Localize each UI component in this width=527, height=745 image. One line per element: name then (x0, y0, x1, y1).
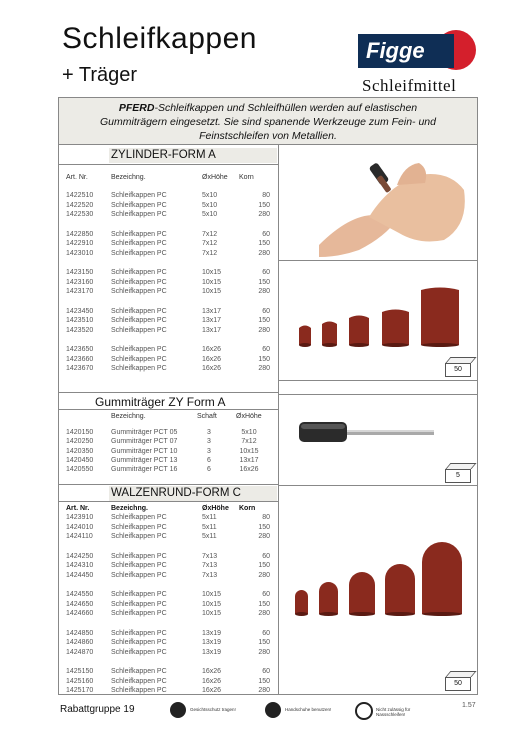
table-cell: 1422510 (66, 192, 94, 199)
table-cell: 5x11 (202, 523, 217, 531)
table-cell: 1423520 (66, 326, 94, 334)
table-cell: 1424250 (66, 552, 94, 560)
table-cell: 280 (258, 288, 270, 295)
table-cell: Schleifkappen PC (111, 591, 167, 598)
table-cell: 60 (262, 591, 270, 598)
table-cell: 16x26 (202, 687, 222, 694)
col-header-dim: ØxHöhe (202, 174, 228, 181)
table-cell: 1424450 (66, 571, 94, 579)
table-row (59, 202, 278, 212)
table-cell: Schleifkappen PC (111, 677, 167, 685)
table-cell: Schleifkappen PC (111, 523, 167, 531)
table-cell: 280 (258, 249, 270, 257)
table-row (59, 610, 278, 620)
table-cell: Gummiträger PCT 07 (111, 438, 178, 446)
table-row (59, 572, 278, 582)
table-row (59, 678, 278, 688)
table-cell: Schleifkappen PC (111, 307, 167, 315)
table-row (59, 269, 278, 279)
table-cell: 13x19 (202, 629, 222, 637)
page-number: 1.57 (462, 702, 476, 709)
table-cell: 10x15 (202, 610, 222, 617)
table-cell: 80 (262, 514, 270, 521)
table-cell: Schleifkappen PC (111, 317, 167, 324)
table-cell: Gummiträger PCT 13 (111, 456, 178, 464)
col-header-dim: ØxHöhe (236, 413, 262, 420)
table-row (59, 288, 278, 298)
table-row (59, 240, 278, 250)
table-cell: 1422520 (66, 201, 94, 209)
zylinder-section-title: ZYLINDER-FORM A (109, 148, 277, 163)
table-cell: Schleifkappen PC (111, 514, 167, 521)
footer-icon-label: Nicht zulässig für Nassschleifen! (376, 707, 411, 717)
table-cell: 1425170 (66, 687, 94, 694)
logo-wordmark: Figge (358, 34, 454, 68)
col-header-art: Art. Nr. (66, 174, 88, 181)
table-cell: 1425150 (66, 668, 94, 675)
gummi-section-title: Gummiträger ZY Form A (59, 392, 278, 410)
table-cell: Schleifkappen PC (111, 278, 167, 286)
table-cell: Schleifkappen PC (111, 288, 167, 295)
abrasive-cap-icon (299, 326, 311, 346)
abrasive-cap-icon (422, 542, 462, 614)
table-cell: Schleifkappen PC (111, 249, 167, 257)
table-cell: Schleifkappen PC (111, 552, 167, 560)
table-row (59, 365, 278, 375)
table-cell: Schleifkappen PC (111, 240, 167, 247)
table-row (59, 553, 278, 563)
cap-base (295, 612, 308, 616)
table-cell: 16x26 (202, 355, 222, 363)
table-cell: 150 (258, 562, 270, 569)
footer-icon-label: Handschuhe benutzen! (285, 707, 332, 712)
table-cell: Schleifkappen PC (111, 346, 167, 353)
table-cell: 280 (258, 365, 270, 372)
table-cell: 1420550 (66, 466, 94, 474)
table-cell: 5x10 (202, 192, 218, 199)
abrasive-cap-icon (421, 288, 459, 346)
table-cell: 16x26 (202, 668, 222, 675)
table-cell: 60 (262, 230, 270, 238)
table-cell: Gummiträger PCT 10 (111, 447, 178, 455)
table-cell: 150 (258, 639, 270, 646)
figge-logo (358, 30, 475, 70)
section-divider (59, 484, 278, 485)
table-cell: 280 (258, 211, 270, 218)
table-row (59, 533, 278, 543)
table-row (59, 687, 278, 697)
table-cell: 280 (258, 326, 270, 334)
table-cell: 1425160 (66, 677, 94, 685)
table-cell: 150 (258, 317, 270, 324)
table-cell: 7x12 (202, 230, 218, 238)
table-cell: 10x15 (202, 288, 222, 295)
abrasive-cap-icon (349, 572, 375, 614)
table-cell: 7x12 (241, 438, 257, 446)
table-row (59, 668, 278, 678)
section-divider (59, 501, 278, 502)
walzen-caps-icon (279, 484, 477, 694)
table-cell: 280 (258, 533, 270, 540)
hand-photo (279, 145, 477, 261)
table-cell: 60 (262, 629, 270, 637)
cap-base (319, 612, 338, 616)
cap-base (422, 612, 462, 616)
abrasive-cap-icon (295, 590, 308, 614)
table-row (59, 524, 278, 534)
table-cell: Gummiträger PCT 05 (111, 429, 178, 436)
col-header-dim: ØxHöhe (202, 505, 229, 512)
table-cell: 16x26 (239, 466, 259, 474)
table-cell: 10x15 (202, 591, 222, 598)
table-cell: Schleifkappen PC (111, 571, 167, 579)
table-cell: 1423650 (66, 346, 94, 353)
cap-base (382, 343, 409, 347)
table-cell: 10x15 (239, 447, 259, 455)
table-cell: 10x15 (202, 600, 222, 608)
table-cell: 280 (258, 571, 270, 579)
col-header-bez: Bezeichng. (111, 413, 146, 420)
hand-holding-cap-icon (279, 145, 477, 260)
table-cell: 1423160 (66, 278, 94, 286)
table-cell: 60 (262, 346, 270, 353)
table-cell: 1423510 (66, 317, 94, 324)
discount-group: Rabattgruppe 19 (60, 704, 135, 715)
table-cell: Schleifkappen PC (111, 211, 167, 218)
abrasive-cap-icon (319, 582, 338, 614)
table-row (59, 308, 278, 318)
table-cell: Gummiträger PCT 16 (111, 466, 178, 474)
table-cell: 10x15 (202, 269, 222, 276)
table-cell: 1424660 (66, 610, 94, 617)
table-row (59, 591, 278, 601)
table-cell: 1424860 (66, 639, 94, 646)
table-cell: 10x15 (202, 278, 222, 286)
table-cell: 13x19 (202, 639, 222, 646)
table-cell: 1424870 (66, 648, 94, 656)
table-cell: 1424110 (66, 533, 93, 540)
intro-line1: -Schleifkappen und Schleifhüllen werden auf elastischen (154, 102, 418, 114)
table-cell: 280 (258, 648, 270, 656)
table-cell: Schleifkappen PC (111, 365, 167, 372)
table-row (59, 231, 278, 241)
table-cell: 1420250 (66, 438, 94, 446)
pack-qty-badge: 50 (445, 677, 471, 691)
table-cell: 3 (207, 438, 211, 446)
table-cell: 280 (258, 610, 270, 617)
table-cell: Schleifkappen PC (111, 687, 167, 694)
abrasive-cap-icon (385, 564, 415, 614)
walzen-section-title: WALZENRUND-FORM C (109, 486, 277, 501)
gloves-icon (265, 702, 281, 718)
cap-base (349, 612, 375, 616)
product-frame (58, 97, 478, 695)
table-cell: Schleifkappen PC (111, 668, 167, 675)
intro-brand: PFERD (118, 102, 155, 114)
intro-line2: Gummiträgern eingesetzt. Sie sind spanende Werkzeuge zum Fein- und (100, 116, 436, 128)
pack-qty-badge: 50 (445, 363, 471, 377)
table-cell: 150 (258, 677, 270, 685)
table-cell: 1424650 (66, 600, 94, 608)
table-cell: 16x26 (202, 677, 222, 685)
cap-base (385, 612, 415, 616)
table-row (59, 250, 278, 260)
table-cell: 13x19 (202, 648, 222, 656)
table-cell: 13x17 (202, 317, 222, 324)
table-cell: Schleifkappen PC (111, 562, 167, 569)
table-cell: 1424550 (66, 591, 94, 598)
table-cell: Schleifkappen PC (111, 533, 167, 540)
cap-base (322, 343, 337, 347)
section-divider (59, 164, 278, 165)
abrasive-cap-icon (349, 316, 369, 346)
col-header-art: Art. Nr. (66, 505, 90, 512)
cap-base (349, 343, 369, 347)
table-cell: 1423170 (66, 288, 94, 295)
table-cell: 150 (258, 278, 270, 286)
table-row (59, 466, 278, 476)
table-cell: 1422910 (66, 240, 94, 247)
table-cell: Schleifkappen PC (111, 201, 167, 209)
table-cell: Schleifkappen PC (111, 600, 167, 608)
walzen-caps-photo (279, 484, 477, 694)
zylinder-caps-photo (279, 260, 477, 381)
pack-qty-badge: 5 (445, 469, 471, 483)
table-cell: Schleifkappen PC (111, 192, 167, 199)
face-protection-icon (170, 702, 186, 718)
col-header-bez: Bezeichng. (111, 174, 146, 181)
table-cell: 1423150 (66, 269, 94, 276)
table-cell: 150 (258, 600, 270, 608)
table-row (59, 630, 278, 640)
cap-base (421, 343, 459, 347)
table-row (59, 562, 278, 572)
table-cell: 5x10 (202, 201, 218, 209)
table-row (59, 192, 278, 202)
table-cell: 150 (258, 240, 270, 247)
table-cell: Schleifkappen PC (111, 230, 167, 238)
table-cell: 1422530 (66, 211, 94, 218)
table-row (59, 639, 278, 649)
table-cell: 1420350 (66, 447, 94, 455)
table-cell: 13x17 (239, 456, 259, 464)
table-cell: Schleifkappen PC (111, 639, 167, 646)
table-cell: 7x13 (202, 562, 218, 569)
table-cell: 1423450 (66, 307, 94, 315)
table-cell: 1423660 (66, 355, 94, 363)
no-wet-grinding-icon (355, 702, 373, 720)
table-row (59, 317, 278, 327)
col-header-korn: Korn (239, 174, 254, 181)
table-cell: Schleifkappen PC (111, 629, 167, 637)
table-cell: 1420450 (66, 456, 94, 464)
table-cell: 1424310 (66, 562, 94, 569)
table-cell: 150 (258, 523, 270, 531)
logo-caption: Schleifmittel (362, 76, 457, 95)
table-cell: 60 (262, 668, 270, 675)
abrasive-cap-icon (382, 310, 409, 346)
table-row (59, 601, 278, 611)
cap-base (299, 343, 311, 347)
table-cell: 3 (207, 429, 211, 436)
table-cell: 16x26 (202, 365, 222, 372)
table-row (59, 514, 278, 524)
gummi-carrier-photo (279, 394, 477, 486)
table-cell: 1424850 (66, 629, 94, 637)
table-cell: 1423010 (66, 249, 94, 257)
table-cell: 7x12 (202, 249, 218, 257)
table-cell: 1422850 (66, 230, 94, 238)
table-cell: 5x11 (202, 533, 217, 540)
table-row (59, 649, 278, 659)
table-cell: 7x12 (202, 240, 218, 247)
table-cell: 150 (258, 201, 270, 209)
col-header-korn: Korn (239, 505, 256, 512)
table-row (59, 279, 278, 289)
table-cell: 1424010 (66, 523, 94, 531)
table-cell: 6 (207, 466, 211, 474)
table-row (59, 356, 278, 366)
table-cell: 16x26 (202, 346, 222, 353)
table-cell: 3 (207, 447, 211, 455)
intro-line3: Feinstschleifen von Metallien. (199, 130, 337, 142)
table-cell: Schleifkappen PC (111, 269, 167, 276)
table-cell: 80 (262, 192, 270, 199)
table-cell: 7x13 (202, 571, 218, 579)
table-cell: 5x11 (202, 514, 217, 521)
abrasive-cap-icon (322, 322, 337, 346)
table-cell: 13x17 (202, 326, 222, 334)
table-cell: 60 (262, 269, 270, 276)
table-row (59, 211, 278, 221)
table-cell: 6 (207, 456, 211, 464)
col-header-bez: Bezeichng. (111, 505, 148, 512)
intro-text (59, 98, 477, 145)
table-cell: 1423670 (66, 365, 94, 372)
table-row (59, 346, 278, 356)
table-cell: 5x10 (202, 211, 218, 218)
table-cell: 7x13 (202, 552, 218, 560)
table-cell: 60 (262, 307, 270, 315)
table-cell: 5x10 (241, 429, 257, 436)
page-title: Schleifkappen (62, 22, 257, 55)
table-cell: 13x17 (202, 307, 222, 315)
page-subtitle: + Träger (62, 64, 138, 86)
table-cell: Schleifkappen PC (111, 355, 167, 363)
footer-icon-label: Gesichtsschutz tragen! (190, 707, 236, 712)
table-cell: 1420150 (66, 429, 94, 436)
table-cell: Schleifkappen PC (111, 326, 167, 334)
table-cell: Schleifkappen PC (111, 610, 167, 617)
col-header-schaft: Schaft (197, 413, 217, 420)
table-row (59, 327, 278, 337)
table-cell: 1423910 (66, 514, 94, 521)
table-cell: Schleifkappen PC (111, 648, 167, 656)
table-cell: 280 (258, 687, 270, 694)
table-cell: 60 (262, 552, 270, 560)
table-cell: 150 (258, 355, 270, 363)
